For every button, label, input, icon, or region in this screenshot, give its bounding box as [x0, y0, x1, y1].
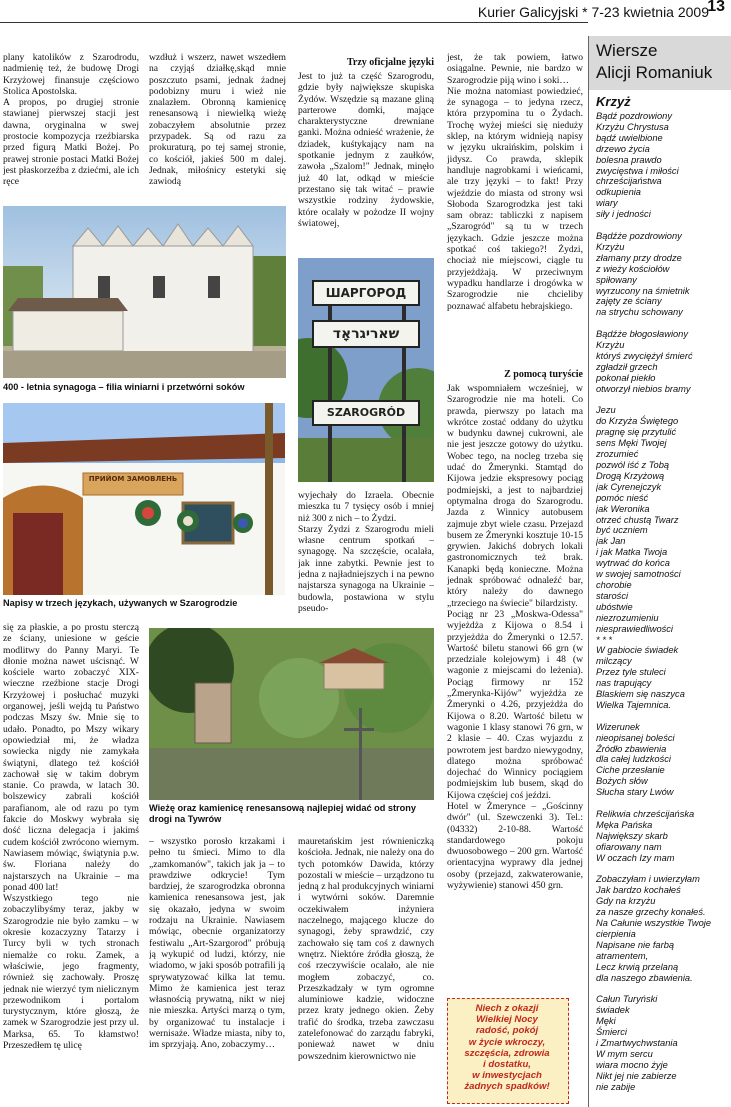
shop-sign-text: ПРИЙОМ ЗАМОВЛЕНЬ [88, 475, 178, 483]
sign-cyrillic: ШАРГОРОД [312, 280, 420, 306]
article-col2-bottom: – wszystko porosło krzakami i pełno tu śmieci. Mimo to dla „zamkomanów", takich jak ja – to prawdziwe odkrycie! Tym bardziej, że szarogrodzka obronna kamienica renesansowa jest, jak się okazało, jedyna w swoim rodzaju na Ukrainie. Nawiasem mówiąc, obecnie organizatorzy festiwalu „Art-Szargorod" próbują ją wykupić od ludzi, którzy, nie wiadomo, w jaki sposób potrafili ją sprywatyzować kilka lat temu. Mimo że kamienica jest teraz własnością prywatną, nikt w niej nie mieszka. Artyści marzą o tym, by organizować tu instalacje i wernisaże. Władze miasta, niby to, im sprzyjają. Ano, zobaczymy… [149, 836, 285, 1051]
article-col2-top: wzdłuż i wszerz, nawet wszedłem na czyjąś działkę,skąd mnie poszczuto psami, jednak żadnej podobizny muru i wież nie znalazłem. Obronną kamienicę renesansową i niewielką wieżę zobaczyłem absolutnie przez przypadek. Są od razu za prokuraturą, po tej samej stronie, co kościół, jakieś 500 m dalej. Jednak, miłośnicy estetyki się zawiodą [149, 52, 286, 188]
article-col4-bottom: Jak wspomniałem wcześniej, w Szarogrodzie nie ma hoteli. Co prawda, pierwszy po latach ma wkrótce zostać oddany do użytku w budynku dawnej cukrowni, ale nie jest jeszcze gotowy do użytku. Wobec tego, na nocleg trzeba się udać do Żmerynki. Stamtąd do Kijowa jedzie ekspresowy pociąg podmiejski, a jest to najbardziej optymalna droga do Szarogrodu. Jazda z Winnicy autobusem zajmuje zbyt wiele czasu. Przejazd busem ze Żmerynki kosztuje 10-15 grywien. Jakichś dobrych lokali gastronomicznych też brak. Kanapki będą konieczne. Można jednak spróbować odnaleźć bar, który należy do dawnego „trzeciego na świecie" bilardzisty. Pociąg nr 23 „Moskwa-Odessa" wyjeżdża z Kijowa o 8.54 i przyjeżdża do Żmerynki o 12.57. Wartość biletu stanowi 66 grn (w przedziale kolejowym) i 48 (w wagonie z miejscami do leżenia). Pociąg firmowy nr 152 „Żmerynka-Kijów" wyjeżdża ze Żmerynki o 4.26, przyjeżdża do Kijowa o 8.20. Wartość biletu w wagonie 1 klasy stanowi 76 grn, w 2 klasie – 40. Czas wyjazdu z powrotem jest bardzo niewygodny, dlatego można spróbować dojechać do Winnicy pociągiem podmiejskim lub busem, skąd do Kijowa częściej coś jeździ. Hotel w Żmerynce – „Gościnny dwór" (ul. Szewczenki 3). Tel.: (04332) 2-10-88. Wartość standardowego pokoju dwuosobowego – 200 grn. Wartość orientacyjna wyprawy dla jednej osoby (przejazd, zakwaterowanie, wyżywienie) stanowi 450 grn. [447, 383, 583, 892]
heading-three-languages: Trzy oficjalne języki [346, 57, 434, 68]
easter-wish-text: Niech z okazji Wielkiej Nocy radość, pokój w życie wkroczy, szczęścia, zdrowia i dostatku, w inwestycjach żadnych spadków! [464, 1003, 550, 1093]
article-col1-top: plany katolików z Szarodrodu, nadmienię też, że budowę Drogi Krzyżowej finansuje częściowo Stolica Apostolska. A propos, po drugiej stronie stawianej pierwszej stacji jest dawna, oryginalna w swej prostocie kompozycja rzeźbiarska przed figurą Matki Bożej. Po prawej stronie postaci Matki Bożej jest płaskorzeźba z dziećmi, ale ich ręce [3, 52, 139, 188]
synagogue-photo [3, 206, 286, 378]
heading-tourist-help: Z pomocą turyście [504, 369, 583, 380]
header-rule [0, 22, 588, 23]
poem-text: Bądź pozdrowiony Krzyżu Chrystusa bądź uwielbione drzewo życia bolesna prawdo zwycięstwa i miłości chrześcijaństwa odkupienia wiary siły i jedności Bądźże pozdrowiony Krzyżu złamany przy drodze z wieży kościołów spiłowany wyrzucony na śmietnik zajęty ze ściany na strychu schowany Bądźże błogosławiony Krzyżu któryś zwyciężył śmierć zgładził grzech pokonał piekło otworzył niebios bramy Jezu do Krzyża Świętego pragnę się przytulić sens Męki Twojej zrozumieć pozwól iść z Tobą Drogą Krzyżową jak Cyrenejczyk pomóc nieść jak Weronika otrzeć chustą Twarz być uczniem jak Jan i jak Matka Twoja wytrwać do końca w swojej samotności chorobie starości ubóstwie niezrozumieniu niesprawiedliwości * * * W gabiocie świadek milczący Przez tyle stuleci nas trapujący Blaskiem się naszyca Wielka Tajemnica. Wizerunek nieopisanej boleści Źródło zbawienia dla całej ludzkości Ciche przesłanie Bożych słów Słucha stary Lwów Relikwia chrześcijańska Męka Pańska Największy skarb ofiarowany nam W oczach Izy mam Zobaczyłam i uwierzyłam Jak bardzo kochałeś Gdy na krzyżu za nasze grzechy konałeś. Na Całunie wszystkie Twoje cierpienia Napisane nie farbą atramentem, Lecz krwią przelaną dla naszego zbawienia. Całun Turyński świadek Męki Śmierci i Zmartwychwstania W mym sercu wiara mocno żyje Nikt jej nie zabierze nie zabije [596, 111, 712, 1092]
poetry-sidebar [588, 36, 731, 1107]
publication-header: Kurier Galicyjski * 7-23 kwietnia 2009 [477, 4, 709, 20]
sign-hebrew: שאריגראָד [312, 320, 420, 348]
page-number: 13 [707, 0, 725, 15]
article-col3-mid: wyjechały do Izraela. Obecnie mieszka tu 7 tysięcy osób i mniej niż 300 z nich – to Żydzi. Starzy Żydzi z Szarogrodu mieli własne centrum spotkań – synagogę. Na szczęście, ocalała, jak inne zabytki. Pewnie jest to jedna z najładniejszych i na pewno najstarsza synagoga na Ukrainie – budowla, postawiona w stylu pseudo- [298, 490, 434, 614]
article-col4-top: jest, że tak powiem, łatwo osiągalne. Pewnie, nie bardzo w Szarogrodzie piją wino i soki… Nie można natomiast powiedzieć, że synagoga – to jedyna rzecz, która przypomina tu o Żydach. Trochę wyżej mieści się nieduży sklep, na którym widnieją napisy w języku ukraińskim, polskim i jidysz. Co prawda, sklepik handluje nagrobkami i wieńcami, ale trzy języki – to fakt! Przy wjeździe do miasta od strony wsi Słoboda Szarogrodzka jest taki sam obraz: tabliczki z napisem „Szarogród" są tu w trzech językach. Gdzie jeszcze można spotkać coś takiego?! Żydzi, chociaż nie miejscowi, ciągle tu przyjeżdżają. W przeciwnym wypadku handlarze i drogówka w Szarogrodzie nie chcieliby poznawać alfabetu hebrajskiego. [447, 52, 583, 312]
caption-synagogue: 400 - letnia synagoga – filia winiarni i przetwórni soków [3, 382, 245, 392]
article-col3-bottom: mauretańskim jest równieniczką kościoła. Jednak, nie należy ona do tych potomków Dawida, którzy pozostali w mieście – urządzono tu jedną z hal produkcyjnych winiarni i wytwórni soków. Daremnie oczekiwałem inżyniera naczelnego, mającego klucze do synagogi, żeby sprawdzić, czy zachowało się tam coś z dawnych wnętrz. Niektóre źródła głoszą, że coś rzeczywiście ocalało, ale nie mogłem zobaczyć, co. Przeszkadzały w tym ogromne aluminiowe kadzie, widoczne przez kraty jednego okien. Żeby trafić do środka, trzeba zawczasu zatelefonować do zarządu fabryki, ponieważ nawet w dniu powszednim kierownictwo nie [298, 836, 434, 1062]
sign-photo [298, 258, 434, 482]
sign-latin: SZAROGRÓD [312, 400, 420, 426]
sidebar-title: Wiersze Alicji Romaniuk [596, 41, 713, 82]
shop-photo [3, 403, 285, 595]
poem-title: Krzyż [596, 94, 631, 109]
caption-shop: Napisy w trzech językach, używanych w Szarogrodzie [3, 598, 238, 608]
article-col3-top: Jest to już ta część Szarogrodu, gdzie były największe skupiska Żydów. Wszędzie są mazane gliną parterowe domki, mające charakterystyczne drewniane ganki. Można odnieść wrażenie, że dziadek, kuśtykający nam na spotkanie jednym z zaułków, zawoła „Szalom!" Jednak, minęło już 40 lat, odkąd w mieście przestano się tak witać – prawie wszystkie rodziny żydowskie, które ocalały w pożodze II wojny światowej, [298, 71, 434, 229]
article-col1-bottom: się za płaskie, a po prostu sterczą ze ściany, uniesione w geście modlitwy do Panny Maryi. Te dłonie można nawet uścisnąć. W kościele warto zobaczyć XIX-wieczne rzeźbione stacje Drogi Krzyżowej i posłuchać muzyki organowej, jeśli wejdą tu Państwo podczas Mszy św. Mnie się to udało. Ponadto, po Mszy wikary opowiedział mi, że władza sowiecka nigdy nie zamykała świątyni, dlatego też kościół zachował się w takim dobrym stanie. Co prawda, w latach 30. bolszewicy zabrali kościół parafianom, ale od razu po tym fakcie do Moskwy wybrała się dość liczna delegacja i jakimś cudem kościół zwrócono wiernym. Nawiasem mówiąc, świątynia p.w. św. Floriana należy do najstarszych na Ukrainie – ma ponad 400 lat! Wszystkiego tego nie zobaczylibyśmy teraz, jakby w Szarogrodzie nie było zamku – w okresie kozaczyzny Tatarzy i Turcy byli w tych stronach niemalże co roku. Zamek, a właściwie, jego fragmenty, również się zachowały. Proszę jednak nie wierzyć tym nielicznym przewodnikom i portalom turystycznym, które głoszą, że zamek w Szarogrodzie jest przy ul. Marksa, 65. To kłamstwo! Przeszedłem tę ulicę [3, 622, 139, 1051]
caption-tower: Wieżę oraz kamienicę renesansową najlepiej widać od strony drogi na Tywrów [149, 803, 416, 824]
tower-photo [149, 628, 434, 800]
